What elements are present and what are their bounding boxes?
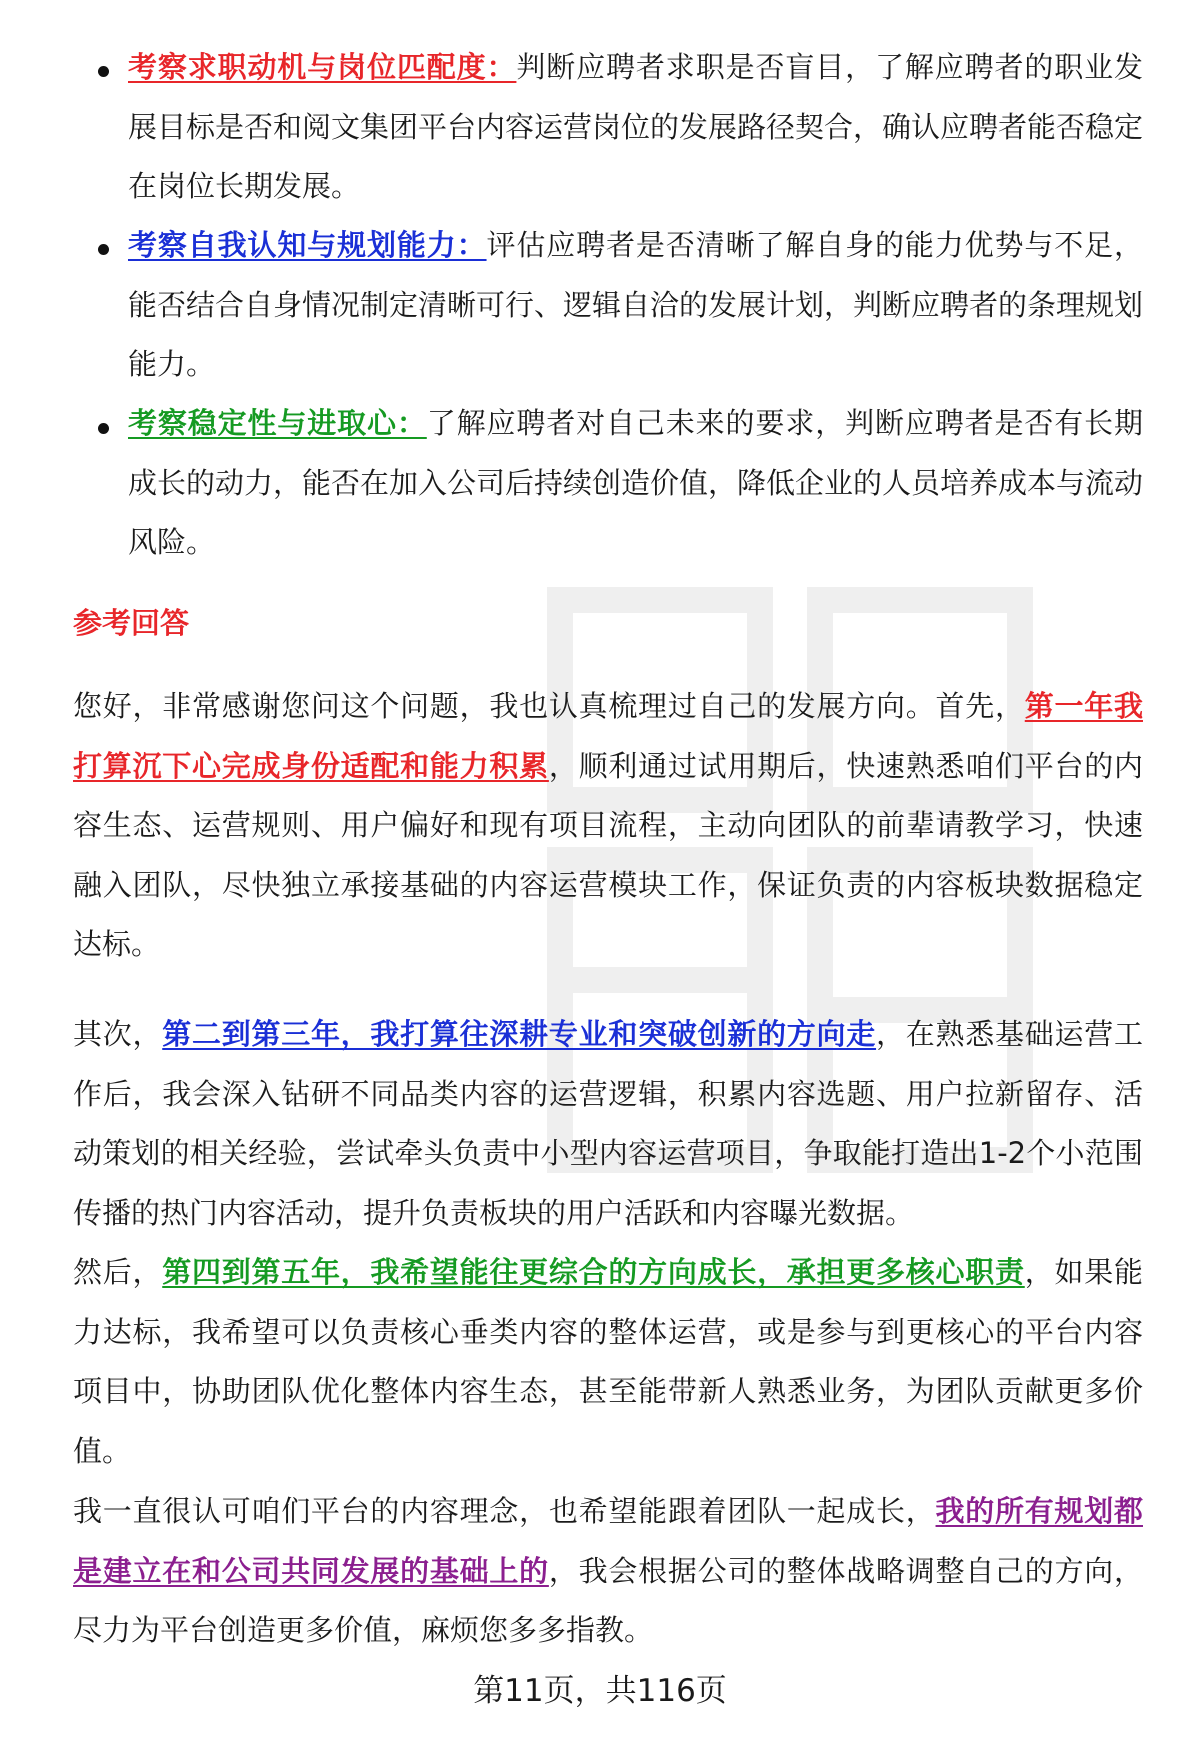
answer-paragraph-3	[73, 1243, 1143, 1481]
point-2-body: 评估应聘者是否清晰了解自身的能力优势与不足，能否结合自身情况制定清晰可行、逻辑自洽的发展计划，判断应聘者的条理规划能力。	[128, 228, 1144, 381]
p1-before: 您好，非常感谢您问这个问题，我也认真梳理过自己的发展方向。首先，	[73, 689, 1025, 723]
p1-highlight: 第一年我打算沉下心完成身份适配和能力积累	[73, 689, 1143, 783]
answer-heading: 参考回答	[73, 606, 190, 640]
point-2-text	[128, 216, 1143, 395]
answer-paragraph-4	[73, 1482, 1143, 1661]
point-2-label: 考察自我认知与规划能力：	[128, 228, 487, 262]
answer-paragraph-1	[73, 677, 1143, 975]
p3-after: ，如果能力达标，我希望可以负责核心垂类内容的整体运营，或是参与到更核心的平台内容项目中，协助团队优化整体内容生态，甚至能带新人熟悉业务，为团队贡献更多价值。	[73, 1255, 1143, 1468]
p4-before: 我一直很认可咱们平台的内容理念，也希望能跟着团队一起成长，	[73, 1494, 936, 1528]
p4-after: ，我会根据公司的整体战略调整自己的方向，尽力为平台创造更多价值，麻烦您多多指教。	[73, 1553, 1143, 1647]
p2-highlight: 第二到第三年，我打算往深耕专业和突破创新的方向走	[162, 1017, 877, 1051]
bullet-icon	[98, 66, 109, 77]
answer-paragraph-2	[73, 1005, 1143, 1243]
p3-before: 然后，	[73, 1255, 163, 1289]
page-number: 第11页，共116页	[473, 1673, 727, 1709]
p3-highlight: 第四到第五年，我希望能往更综合的方向成长，承担更多核心职责	[162, 1255, 1025, 1289]
point-1-body: 判断应聘者求职是否盲目，了解应聘者的职业发展目标是否和阅文集团平台内容运营岗位的发展路径契合，确认应聘者能否稳定在岗位长期发展。	[128, 50, 1144, 203]
point-1-text	[128, 38, 1143, 217]
bullet-icon	[98, 423, 109, 434]
p2-after: ，在熟悉基础运营工作后，我会深入钻研不同品类内容的运营逻辑，积累内容选题、用户拉新留存、活动策划的相关经验，尝试牵头负责中小型内容运营项目，争取能打造出1-2个小范围传播的热门内容活动，提升负责板块的用户活跃和内容曝光数据。	[73, 1017, 1143, 1230]
point-1-label: 考察求职动机与岗位匹配度：	[128, 50, 517, 84]
point-3-label: 考察稳定性与进取心：	[128, 406, 427, 440]
bullet-icon	[98, 244, 109, 255]
point-3-text	[128, 394, 1143, 573]
p4-highlight: 我的所有规划都是建立在和公司共同发展的基础上的	[73, 1494, 1143, 1588]
p2-before: 其次，	[73, 1017, 163, 1051]
p1-after: ，顺利通过试用期后，快速熟悉咱们平台的内容生态、运营规则、用户偏好和现有项目流程，主动向团队的前辈请教学习，快速融入团队，尽快独立承接基础的内容运营模块工作，保证负责的内容板块数据稳定达标。	[73, 748, 1143, 961]
point-3-body: 了解应聘者对自己未来的要求，判断应聘者是否有长期成长的动力，能否在加入公司后持续创造价值，降低企业的人员培养成本与流动风险。	[128, 406, 1144, 559]
